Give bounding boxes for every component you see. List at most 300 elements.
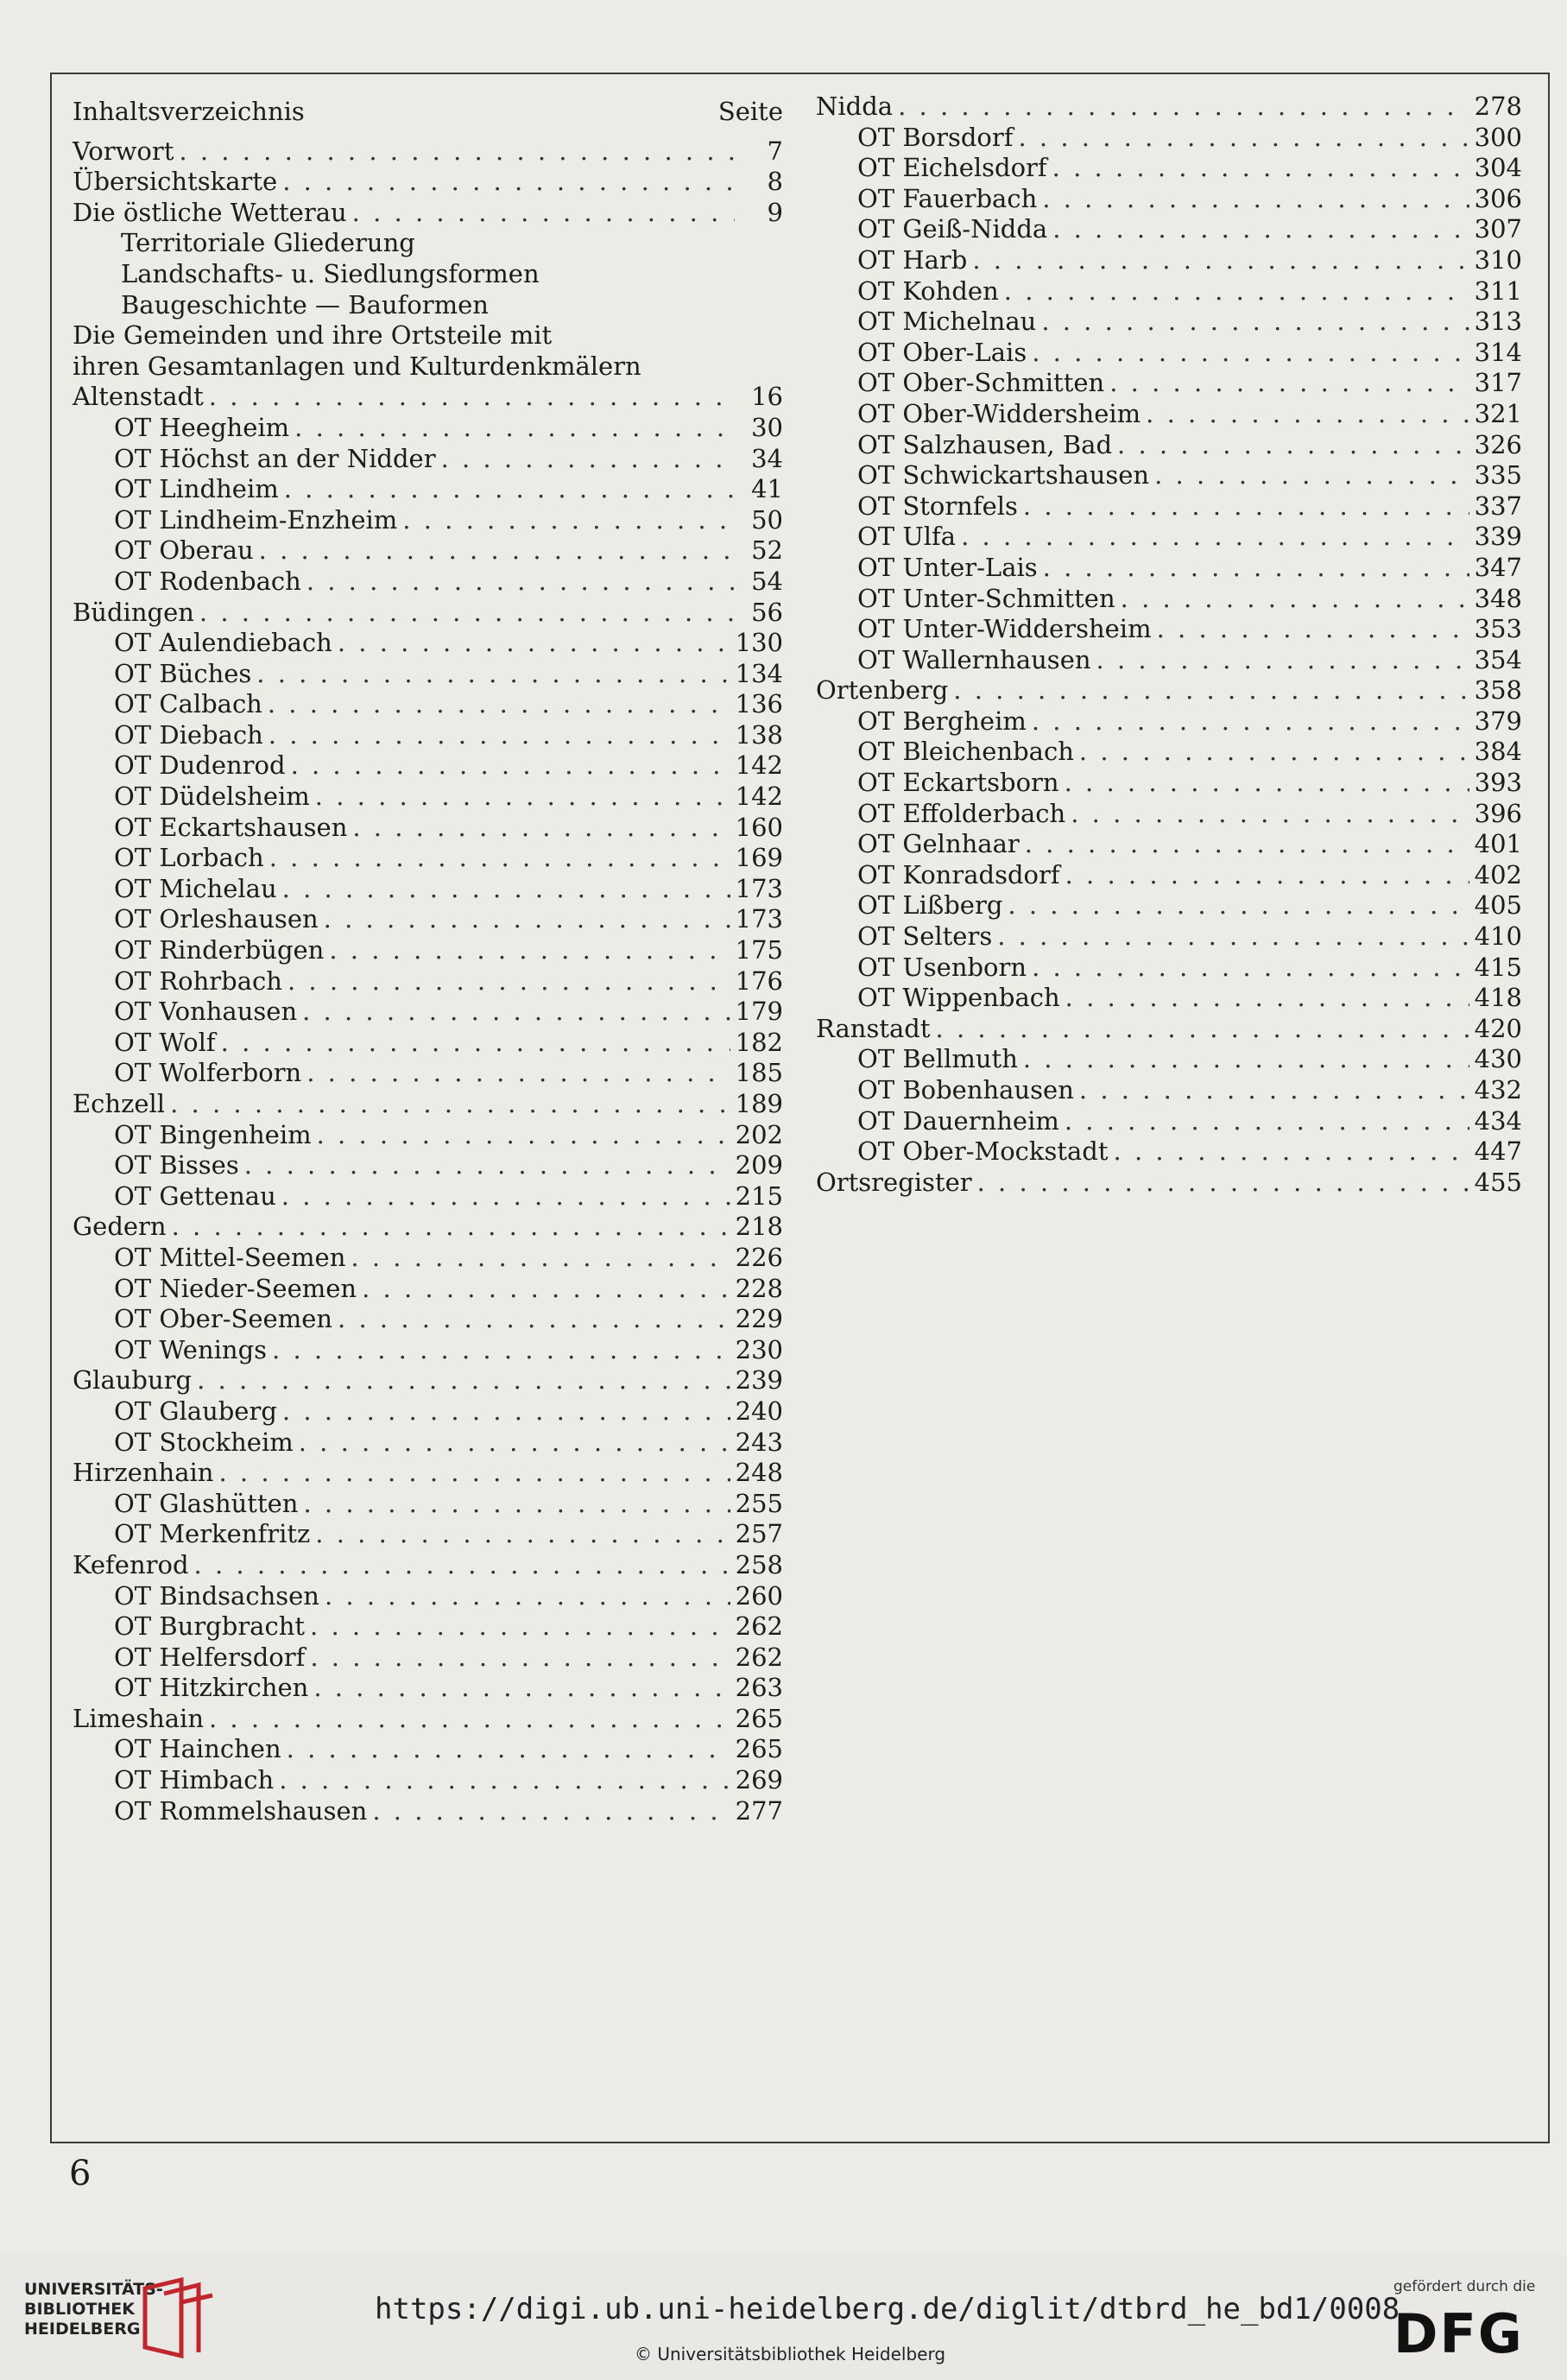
toc-entry-page: 348 — [1474, 583, 1522, 613]
toc-entry — [73, 843, 783, 874]
toc-entry — [73, 813, 783, 844]
toc-entry — [73, 1396, 783, 1427]
dot-leader — [299, 1427, 730, 1459]
dot-leader — [1025, 829, 1469, 860]
toc-entry — [73, 1058, 783, 1089]
library-name-line2: BIBLIOTHEK — [24, 2300, 135, 2319]
toc-entry — [73, 1243, 783, 1274]
dot-leader — [313, 1673, 730, 1704]
dot-leader — [441, 444, 735, 475]
dot-leader — [287, 966, 730, 997]
dot-leader — [1043, 553, 1469, 584]
dot-leader — [269, 843, 730, 874]
toc-entry-page: 257 — [735, 1519, 783, 1549]
toc-entry-page: 347 — [1474, 552, 1522, 582]
toc-entry — [816, 368, 1522, 399]
toc-entry — [73, 444, 783, 475]
toc-entry — [73, 351, 783, 383]
toc-entry — [73, 628, 783, 659]
toc-entry-page: 354 — [1474, 644, 1522, 674]
dot-leader — [284, 474, 735, 505]
toc-entry — [816, 706, 1522, 737]
toc-entry-label: Ranstadt — [816, 1013, 931, 1043]
toc-entry-label: OT Ulfa — [857, 522, 957, 552]
dot-leader — [1065, 1106, 1469, 1137]
toc-entry — [816, 1014, 1522, 1045]
toc-entry — [73, 659, 783, 690]
dot-leader — [1065, 768, 1469, 799]
toc-entry-label: Vorwort — [73, 136, 174, 166]
toc-entry-label: OT Wolf — [114, 1027, 216, 1057]
dot-leader — [259, 535, 735, 567]
dot-leader — [1154, 460, 1469, 491]
toc-entry — [816, 522, 1522, 553]
dot-leader — [1023, 1044, 1469, 1075]
toc-entry-page: 228 — [735, 1273, 783, 1303]
toc-entry-page: 384 — [1474, 737, 1522, 767]
toc-entry — [73, 535, 783, 567]
copyright-notice: © Universitätsbibliothek Heidelberg — [635, 2344, 946, 2364]
dot-leader — [402, 505, 735, 536]
toc-entry-page: 269 — [735, 1765, 783, 1795]
toc-entry — [816, 584, 1522, 615]
toc-entry-page: 230 — [735, 1334, 783, 1364]
dot-leader — [306, 1058, 730, 1089]
dot-leader — [303, 1489, 730, 1520]
toc-entry-label: OT Lindheim-Enzheim — [114, 504, 398, 535]
toc-entry — [73, 689, 783, 720]
toc-entry-label: OT Unter-Lais — [857, 552, 1038, 582]
toc-entry-label: OT Kohden — [857, 275, 999, 306]
toc-entry-page: 410 — [1474, 921, 1522, 952]
toc-entry-label: OT Salzhausen, Bad — [857, 429, 1113, 459]
toc-entry — [73, 1581, 783, 1612]
toc-entry — [816, 799, 1522, 830]
dfg-logo: DFG — [1393, 2302, 1524, 2365]
toc-entry — [73, 1550, 783, 1581]
toc-entry-page: 277 — [735, 1795, 783, 1826]
page-number: 6 — [69, 2154, 92, 2193]
funding-note: gefördert durch die — [1393, 2278, 1536, 2295]
toc-entry-label: OT Burgbracht — [114, 1611, 306, 1642]
toc-entry — [73, 1365, 783, 1396]
toc-left-list — [73, 136, 783, 1827]
dot-leader — [194, 1550, 730, 1581]
dot-leader — [977, 1168, 1469, 1199]
dot-leader — [324, 904, 730, 935]
toc-entry-page: 311 — [1474, 275, 1522, 306]
toc-entry-label: OT Unter-Schmitten — [857, 583, 1115, 613]
toc-entry-label: OT Bingenheim — [114, 1119, 312, 1149]
toc-entry — [73, 1673, 783, 1704]
toc-entry-label: OT Unter-Widdersheim — [857, 614, 1152, 644]
toc-entry — [816, 430, 1522, 461]
library-logo-icon — [138, 2276, 216, 2363]
toc-entry — [73, 1734, 783, 1765]
toc-entry-label: OT Orleshausen — [114, 904, 319, 934]
toc-entry-page: 304 — [1474, 153, 1522, 183]
toc-entry — [73, 966, 783, 997]
dot-leader — [1052, 153, 1469, 184]
toc-entry — [73, 935, 783, 966]
toc-entry — [73, 1335, 783, 1366]
toc-entry-page: 176 — [735, 965, 783, 996]
toc-entry — [73, 474, 783, 505]
toc-entry-page: 16 — [751, 382, 783, 412]
toc-entry-page: 182 — [735, 1027, 783, 1057]
dot-leader — [898, 92, 1469, 123]
toc-entry — [73, 1274, 783, 1305]
dot-leader — [310, 1611, 730, 1643]
toc-entry — [73, 1611, 783, 1643]
toc-entry-label: OT Helfersdorf — [114, 1642, 306, 1672]
dot-leader — [1071, 799, 1469, 830]
toc-entry-label: OT Glashütten — [114, 1488, 299, 1518]
toc-entry-page: 248 — [735, 1458, 783, 1488]
toc-entry-label: OT Himbach — [114, 1765, 275, 1795]
toc-entry-label: Die Gemeinden und ihre Ortsteile mit — [73, 320, 553, 351]
toc-entry-page: 335 — [1474, 460, 1522, 491]
toc-entry — [73, 904, 783, 935]
toc-entry-page: 262 — [735, 1642, 783, 1672]
toc-entry-label: OT Borsdorf — [857, 122, 1014, 152]
toc-entry-page: 9 — [767, 197, 783, 227]
toc-entry-page: 278 — [1474, 92, 1522, 121]
dot-leader — [1052, 214, 1469, 245]
toc-entry-label: Territoriale Gliederung — [121, 228, 415, 258]
toc-entry-label: OT Glauberg — [114, 1396, 277, 1426]
toc-entry — [816, 123, 1522, 154]
dot-leader — [310, 1643, 730, 1674]
toc-entry-label: OT Stornfels — [857, 491, 1018, 521]
dot-leader — [1032, 338, 1469, 369]
toc-entry-label: Ortenberg — [816, 675, 949, 706]
permalink-url[interactable]: https://digi.ub.uni-heidelberg.de/diglit/dtbrd_he_bd1/0008 — [375, 2292, 1400, 2326]
toc-entry-page: 434 — [1474, 1105, 1522, 1136]
toc-entry — [816, 675, 1522, 706]
toc-entry-label: OT Konradsdorf — [857, 859, 1060, 889]
toc-entry — [73, 198, 783, 229]
dot-leader — [1042, 184, 1469, 215]
toc-entry-label: OT Effolderbach — [857, 798, 1066, 828]
toc-entry-label: OT Büches — [114, 658, 252, 688]
toc-entry-page: 226 — [735, 1242, 783, 1272]
toc-entry-label: OT Bleichenbach — [857, 737, 1074, 767]
dot-leader — [961, 522, 1469, 553]
toc-entry — [73, 290, 783, 321]
toc-header — [73, 97, 783, 128]
dot-leader — [1018, 123, 1469, 154]
toc-entry-label: Glauburg — [73, 1365, 193, 1396]
digitization-footer — [0, 2254, 1567, 2380]
toc-entry-page: 202 — [735, 1119, 783, 1149]
toc-entry — [73, 259, 783, 290]
toc-entry-label: Landschafts- u. Siedlungsformen — [121, 258, 540, 288]
toc-entry — [816, 245, 1522, 276]
toc-entry-page: 432 — [1474, 1075, 1522, 1105]
toc-entry — [816, 737, 1522, 768]
toc-entry-label: Hirzenhain — [73, 1458, 214, 1488]
dot-leader — [1032, 953, 1469, 984]
toc-entry-label: OT Eckartsborn — [857, 768, 1059, 798]
toc-entry-page: 337 — [1474, 491, 1522, 521]
toc-entry-label: OT Dudenrod — [114, 750, 286, 781]
toc-entry — [73, 1489, 783, 1520]
toc-entry-page: 393 — [1474, 768, 1522, 798]
dot-leader — [1004, 276, 1469, 307]
dot-leader — [291, 750, 730, 782]
toc-entry-label: OT Aulendiebach — [114, 628, 332, 658]
dot-leader — [279, 1765, 730, 1796]
toc-entry — [816, 768, 1522, 799]
dot-leader — [306, 567, 735, 598]
toc-entry — [73, 1212, 783, 1243]
toc-entry-label: OT Höchst an der Nidder — [114, 443, 436, 473]
toc-entry-label: OT Merkenfritz — [114, 1519, 311, 1549]
toc-entry — [816, 92, 1522, 123]
toc-entry — [73, 413, 783, 444]
toc-title: Inhaltsverzeichnis — [73, 97, 305, 126]
toc-entry-label: OT Calbach — [114, 689, 262, 719]
toc-entry-label: OT Bisses — [114, 1150, 239, 1181]
toc-entry-label: OT Gettenau — [114, 1181, 276, 1211]
toc-entry-label: OT Hainchen — [114, 1734, 281, 1764]
dot-leader — [282, 167, 735, 198]
toc-entry-page: 142 — [735, 782, 783, 812]
dot-leader — [315, 782, 730, 813]
toc-entry-page: 396 — [1474, 798, 1522, 828]
dot-leader — [256, 659, 730, 690]
dot-leader — [281, 1181, 730, 1212]
toc-entry-label: OT Eckartshausen — [114, 812, 348, 842]
toc-entry-page: 179 — [735, 997, 783, 1027]
toc-entry-page: 160 — [735, 812, 783, 842]
dot-leader — [1114, 1136, 1469, 1168]
toc-entry-label: ihren Gesamtanlagen und Kulturdenkmälern — [73, 351, 641, 381]
page-column-label: Seite — [717, 97, 783, 126]
toc-entry — [816, 614, 1522, 645]
toc-entry-label: OT Lißberg — [857, 890, 1003, 921]
toc-right-column — [816, 92, 1522, 1198]
toc-entry-page: 265 — [735, 1734, 783, 1764]
toc-entry-label: OT Lorbach — [114, 843, 264, 873]
toc-entry-page: 401 — [1474, 829, 1522, 859]
dot-leader — [218, 1458, 730, 1489]
toc-entry-label: OT Schwickartshausen — [857, 460, 1150, 491]
toc-entry-label: OT Ober-Seemen — [114, 1304, 333, 1334]
dot-leader — [294, 413, 735, 444]
dot-leader — [197, 1365, 730, 1396]
dot-leader — [315, 1519, 730, 1550]
toc-entry — [816, 553, 1522, 584]
toc-entry-page: 265 — [735, 1703, 783, 1733]
toc-entry-label: OT Michelnau — [857, 307, 1037, 337]
toc-entry-label: OT Bindsachsen — [114, 1580, 319, 1611]
toc-entry — [816, 890, 1522, 921]
dot-leader — [172, 1212, 730, 1243]
dot-leader — [1065, 860, 1469, 891]
dot-leader — [329, 935, 730, 966]
toc-entry-label: OT Selters — [857, 921, 993, 952]
toc-entry-page: 243 — [735, 1427, 783, 1457]
toc-entry-page: 209 — [735, 1150, 783, 1181]
library-name-line3: HEIDELBERG — [24, 2320, 141, 2339]
toc-entry-page: 260 — [735, 1580, 783, 1611]
toc-entry — [73, 1643, 783, 1674]
toc-entry-label: OT Usenborn — [857, 952, 1027, 982]
toc-entry-page: 263 — [735, 1673, 783, 1703]
toc-right-list — [816, 92, 1522, 1198]
toc-entry — [73, 382, 783, 413]
toc-entry-label: OT Fauerbach — [857, 183, 1038, 213]
library-name-line1: UNIVERSITÄTS- — [24, 2280, 163, 2299]
toc-entry-label: OT Wippenbach — [857, 983, 1060, 1013]
toc-entry — [73, 228, 783, 259]
toc-entry — [73, 1150, 783, 1181]
toc-entry-label: Kefenrod — [73, 1549, 189, 1579]
toc-entry-page: 314 — [1474, 337, 1522, 367]
toc-entry-label: OT Rommelshausen — [114, 1795, 368, 1826]
toc-entry-label: Die östliche Wetterau — [73, 197, 347, 227]
toc-entry-page: 173 — [735, 873, 783, 903]
dot-leader — [936, 1014, 1469, 1045]
toc-entry-label: Altenstadt — [73, 382, 204, 412]
toc-entry — [73, 1120, 783, 1151]
toc-entry-page: 353 — [1474, 614, 1522, 644]
toc-entry-label: OT Stockheim — [114, 1427, 294, 1457]
toc-entry-label: OT Bergheim — [857, 706, 1027, 736]
toc-entry — [73, 1089, 783, 1120]
toc-entry-label: OT Ober-Mockstadt — [857, 1136, 1109, 1167]
toc-entry-page: 41 — [751, 474, 783, 504]
toc-entry-page: 7 — [767, 136, 783, 166]
toc-left-column — [73, 97, 783, 1826]
dot-leader — [972, 245, 1469, 276]
dot-leader — [1096, 645, 1469, 676]
toc-entry — [73, 874, 783, 905]
toc-entry-label: OT Geiß-Nidda — [857, 214, 1048, 244]
toc-entry — [816, 1075, 1522, 1106]
toc-entry-page: 189 — [735, 1089, 783, 1118]
dot-leader — [1157, 614, 1469, 645]
toc-entry-page: 258 — [735, 1549, 783, 1579]
dot-leader — [272, 1335, 730, 1366]
toc-entry — [816, 829, 1522, 860]
dot-leader — [352, 198, 735, 229]
toc-entry-page: 34 — [751, 443, 783, 473]
toc-entry — [73, 1519, 783, 1550]
toc-entry — [816, 184, 1522, 215]
toc-entry-page: 229 — [735, 1304, 783, 1334]
toc-entry-page: 218 — [735, 1212, 783, 1242]
toc-entry-label: OT Nieder-Seemen — [114, 1273, 357, 1303]
toc-entry — [73, 567, 783, 598]
dot-leader — [209, 382, 735, 413]
dot-leader — [1109, 368, 1469, 399]
dot-leader — [372, 1796, 730, 1827]
dot-leader — [282, 874, 730, 905]
toc-entry — [816, 921, 1522, 953]
toc-entry-page: 255 — [735, 1488, 783, 1518]
toc-entry-label: OT Bellmuth — [857, 1044, 1018, 1074]
toc-entry-page: 175 — [735, 935, 783, 965]
toc-entry-page: 313 — [1474, 307, 1522, 337]
dot-leader — [362, 1274, 730, 1305]
toc-entry-page: 215 — [735, 1181, 783, 1211]
toc-entry-label: OT Bobenhausen — [857, 1075, 1074, 1105]
dot-leader — [325, 1581, 730, 1612]
toc-entry — [816, 1136, 1522, 1168]
dot-leader — [302, 997, 730, 1028]
toc-entry-label: Ortsregister — [816, 1167, 972, 1197]
toc-entry-label: Gedern — [73, 1212, 167, 1242]
toc-entry-label: OT Ober-Schmitten — [857, 368, 1105, 398]
toc-entry-page: 418 — [1474, 983, 1522, 1013]
toc-entry — [73, 1028, 783, 1059]
toc-entry — [73, 505, 783, 536]
dot-leader — [1146, 399, 1469, 430]
dot-leader — [997, 921, 1469, 953]
toc-entry-page: 136 — [735, 689, 783, 719]
dot-leader — [1079, 1075, 1469, 1106]
toc-entry — [816, 491, 1522, 522]
toc-entry — [816, 1044, 1522, 1075]
toc-entry-label: Übersichtskarte — [73, 167, 278, 197]
toc-entry-page: 56 — [751, 597, 783, 627]
dot-leader — [268, 689, 730, 720]
toc-entry — [73, 1765, 783, 1796]
toc-entry-page: 339 — [1474, 522, 1522, 552]
toc-entry — [816, 214, 1522, 245]
toc-entry — [816, 983, 1522, 1014]
toc-entry-label: Baugeschichte — Bauformen — [121, 289, 489, 320]
toc-entry-page: 306 — [1474, 183, 1522, 213]
toc-entry — [816, 1168, 1522, 1199]
toc-entry-label: OT Vonhausen — [114, 997, 298, 1027]
toc-entry — [816, 645, 1522, 676]
toc-entry-label: OT Harb — [857, 244, 968, 275]
toc-entry-page: 173 — [735, 904, 783, 934]
toc-entry — [816, 860, 1522, 891]
toc-entry-page: 300 — [1474, 122, 1522, 152]
toc-entry-label: OT Gelnhaar — [857, 829, 1020, 859]
toc-entry-page: 130 — [735, 628, 783, 658]
toc-entry — [816, 1106, 1522, 1137]
toc-entry-label: OT Wolferborn — [114, 1058, 302, 1088]
toc-entry-page: 30 — [751, 412, 783, 442]
toc-entry-page: 169 — [735, 843, 783, 873]
toc-entry — [73, 136, 783, 168]
toc-entry — [816, 399, 1522, 430]
dot-leader — [1121, 584, 1469, 615]
toc-entry — [73, 1304, 783, 1335]
toc-entry — [816, 276, 1522, 307]
toc-entry-page: 455 — [1474, 1167, 1522, 1197]
dot-leader — [351, 1243, 730, 1274]
toc-entry-label: OT Wallernhausen — [857, 644, 1091, 674]
dot-leader — [244, 1150, 730, 1181]
toc-entry — [73, 1704, 783, 1735]
toc-entry-page: 317 — [1474, 368, 1522, 398]
toc-entry-label: OT Ober-Widdersheim — [857, 398, 1141, 428]
toc-entry-label: OT Lindheim — [114, 474, 279, 504]
toc-entry-label: OT Hitzkirchen — [114, 1673, 309, 1703]
toc-entry — [73, 720, 783, 751]
toc-entry — [816, 153, 1522, 184]
toc-entry-label: OT Rinderbügen — [114, 935, 325, 965]
toc-entry — [73, 598, 783, 629]
toc-entry — [816, 338, 1522, 369]
